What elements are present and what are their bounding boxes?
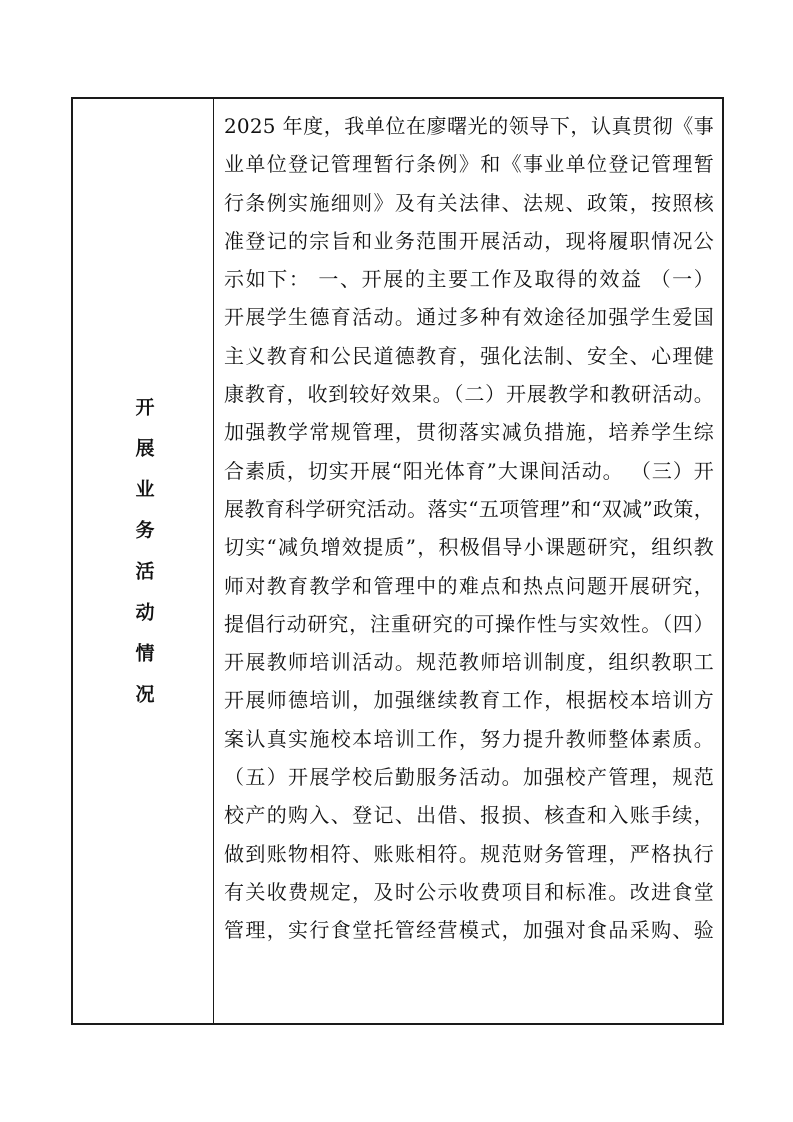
content-line: 开展学生德育活动。通过多种有效途径加强学生爱国 [224,305,714,330]
content-line: 开展师德培训，加强继续教育工作，根据校本培训方 [224,688,714,713]
content-line: 校产的购入、登记、出借、报损、核查和入账手续， [224,803,714,828]
content-line: 切实“减负增效提质”，积极倡导小课题研究，组织教 [224,535,714,560]
content-line: 示如下： 一、开展的主要工作及取得的效益 （一） [224,267,714,292]
content-line: 有关收费规定，及时公示收费项目和标准。改进食堂 [224,879,714,904]
content-line: 案认真实施校本培训工作，努力提升教师整体素质。 [224,726,714,751]
content-line: 展教育科学研究活动。落实“五项管理”和“双减”政策， [224,496,714,521]
content-line: 合素质，切实开展“阳光体育”大课间活动。 （三）开 [224,458,714,483]
content-line: 准登记的宗旨和业务范围开展活动，现将履职情况公 [224,228,714,253]
content-line: 提倡行动研究，注重研究的可操作性与实效性。（四） [224,611,714,636]
content-line: 管理，实行食堂托管经营模式，加强对食品采购、验 [224,918,714,943]
section-label: 开展业务活动情况 [132,397,155,725]
content-line: （五）开展学校后勤服务活动。加强校产管理，规范 [224,765,714,790]
content-line: 业单位登记管理暂行条例》和《事业单位登记管理暂 [224,152,714,177]
section-content-cell [214,99,722,1023]
content-line: 行条例实施细则》及有关法律、法规、政策，按照核 [224,190,714,215]
activity-report-table [71,97,724,1025]
content-line: 开展教师培训活动。规范教师培训制度，组织教职工 [224,650,714,675]
content-line: 2025 年度，我单位在廖曙光的领导下，认真贯彻《事 [224,114,714,138]
section-label-cell [73,99,214,1023]
content-line: 康教育，收到较好效果。（二）开展教学和教研活动。 [224,382,714,407]
content-line: 主义教育和公民道德教育，强化法制、安全、心理健 [224,343,714,368]
content-line: 加强教学常规管理，贯彻落实减负措施，培养学生综 [224,420,714,445]
content-line: 师对教育教学和管理中的难点和热点问题开展研究， [224,573,714,598]
content-line: 做到账物相符、账账相符。规范财务管理，严格执行 [224,841,714,866]
